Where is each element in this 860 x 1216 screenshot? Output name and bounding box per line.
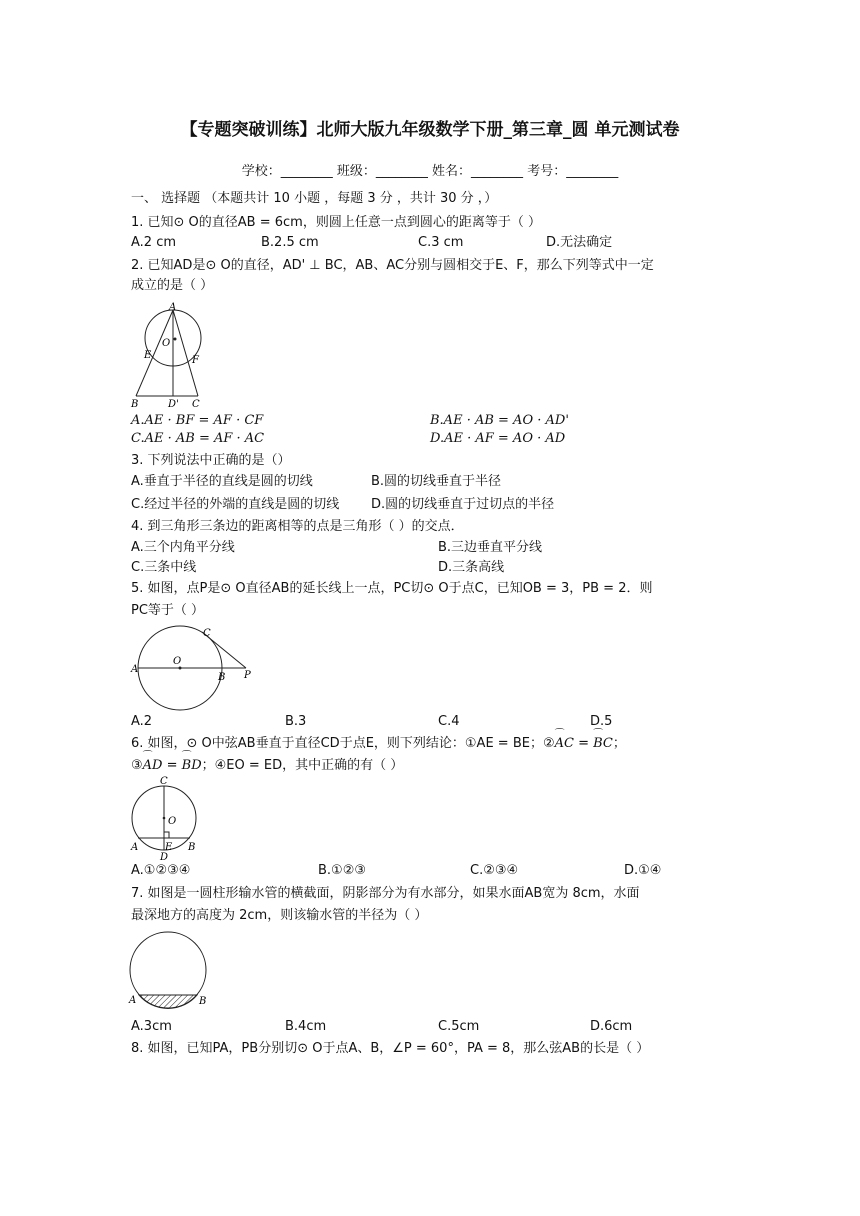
- q5-label-b: B: [218, 672, 226, 683]
- q2-label-f: F: [192, 355, 199, 366]
- q2-label-o: O: [162, 338, 171, 349]
- q3-option-b: B.圆的切线垂直于半径: [371, 474, 502, 489]
- q7-label-b: B: [199, 996, 207, 1007]
- q5-figure: [128, 622, 263, 714]
- q4-option-a: A.三个内角平分线: [131, 540, 235, 555]
- q3-option-a: A.垂直于半径的直线是圆的切线: [131, 474, 313, 489]
- q6-label-c: C: [160, 776, 168, 787]
- q6-option-b: B.①②③: [318, 863, 367, 878]
- page-title: 【专题突破训练】北师大版九年级数学下册_第三章_圆 单元测试卷: [180, 120, 680, 140]
- q2-label-e: E: [144, 350, 152, 361]
- q5-option-c: C.4: [438, 714, 460, 729]
- q3-option-c: C.经过半径的外端的直线是圆的切线: [131, 497, 340, 512]
- section-heading: 一、 选择题 （本题共计 10 小题 ，每题 3 分 ，共计 30 分 ，）: [131, 191, 498, 206]
- q1-stem: 1. 已知⊙ O的直径AB = 6cm，则圆上任意一点到圆心的距离等于（ ）: [131, 215, 541, 230]
- q6-label-e: E: [165, 842, 173, 853]
- q1-option-a: A.2 cm: [131, 235, 177, 250]
- q5-option-a: A.2: [131, 714, 153, 729]
- q6-arc-bc: ⌒ BC: [593, 735, 613, 753]
- q2-option-d: D.AE · AF = AO · AD: [430, 431, 566, 446]
- q6-stem-part2: ；④EO = ED，其中正确的有（ ）: [201, 758, 404, 773]
- q6-label-d: D: [160, 852, 169, 863]
- q6-label-a: A: [131, 842, 139, 853]
- q5-label-o: O: [173, 656, 182, 667]
- q2-label-a: A: [169, 302, 177, 313]
- q5-label-c: C: [203, 628, 211, 639]
- q6-eq2: =: [162, 758, 182, 773]
- q6-arc-ac: ⌒ AC: [555, 735, 574, 753]
- q6-stem-part1: 6. 如图，⊙ O中弦AB垂直于直径CD于点E，则下列结论：①AE = BE；②: [131, 736, 555, 751]
- q3-option-d: D.圆的切线垂直于过切点的半径: [371, 497, 555, 512]
- student-info-line: 学校：________ 班级：________ 姓名：________ 考号：________: [241, 164, 619, 179]
- q7-label-a: A: [129, 995, 137, 1006]
- q6-num3: ③: [131, 758, 143, 773]
- q5-label-a: A: [131, 664, 139, 675]
- q5-label-p: P: [244, 670, 251, 681]
- q1-option-b: B.2.5 cm: [261, 235, 319, 250]
- q2-option-a: A.AE · BF = AF · CF: [131, 413, 264, 428]
- q2-figure: [128, 300, 208, 412]
- q7-stem-line1: 7. 如图是一圆柱形输水管的横截面，阴影部分为有水部分，如果水面AB宽为 8cm，水面: [131, 886, 640, 901]
- q5-stem-line1: 5. 如图，点P是⊙ O直径AB的延长线上一点，PC切⊙ O于点C，已知OB = 3，PB = 2．则: [131, 581, 653, 596]
- q6-stem-line2: [131, 757, 403, 775]
- q5-option-d: D.5: [590, 714, 613, 729]
- q6-option-a: A.①②③④: [131, 863, 191, 878]
- q4-option-c: C.三条中线: [131, 560, 197, 575]
- q7-option-c: C.5cm: [438, 1019, 480, 1034]
- q1-option-d: D.无法确定: [546, 235, 613, 250]
- q2-option-c: C.AE · AB = AF · AC: [131, 431, 265, 446]
- q6-arc-ad: ⌒ AD: [143, 757, 163, 775]
- q5-option-b: B.3: [285, 714, 307, 729]
- q7-option-d: D.6cm: [590, 1019, 633, 1034]
- q2-stem-line1: 2. 已知AD是⊙ O的直径，AD' ⊥ BC，AB、AC分别与圆相交于E、F，那么下列等式中一定: [131, 258, 654, 273]
- q1-option-c: C.3 cm: [418, 235, 464, 250]
- q6-label-b: B: [188, 842, 196, 853]
- q7-figure: [126, 932, 216, 1016]
- q6-label-o: O: [168, 816, 177, 827]
- q6-eq1: =: [573, 736, 594, 751]
- q6-figure: [128, 776, 203, 866]
- q4-stem: 4. 到三角形三条边的距离相等的点是三角形（ ）的交点．: [131, 519, 464, 534]
- q7-option-b: B.4cm: [285, 1019, 327, 1034]
- q6-stem-line1: [131, 735, 626, 753]
- q3-stem: 3. 下列说法中正确的是（）: [131, 453, 291, 468]
- q6-option-c: C.②③④: [470, 863, 519, 878]
- q4-option-b: B.三边垂直平分线: [438, 540, 543, 555]
- q2-label-c: C: [192, 399, 200, 410]
- q6-option-d: D.①④: [624, 863, 662, 878]
- q2-stem-line2: 成立的是（ ）: [131, 278, 214, 293]
- q4-option-d: D.三条高线: [438, 560, 505, 575]
- q7-stem-line2: 最深地方的高度为 2cm，则该输水管的半径为（ ）: [131, 908, 428, 923]
- q6-semicolon: ；: [612, 736, 626, 751]
- q7-option-a: A.3cm: [131, 1019, 172, 1034]
- q8-stem: 8. 如图，已知PA，PB分别切⊙ O于点A、B，∠P = 60°，PA = 8，那么弦AB的长是（ ）: [131, 1041, 650, 1056]
- q2-label-d: D': [168, 399, 179, 410]
- q2-label-b: B: [131, 399, 139, 410]
- q2-option-b: B.AE · AB = AO · AD': [430, 413, 569, 428]
- q6-arc-bd: ⌒ BD: [182, 757, 202, 775]
- q5-stem-line2: PC等于（ ）: [131, 603, 205, 618]
